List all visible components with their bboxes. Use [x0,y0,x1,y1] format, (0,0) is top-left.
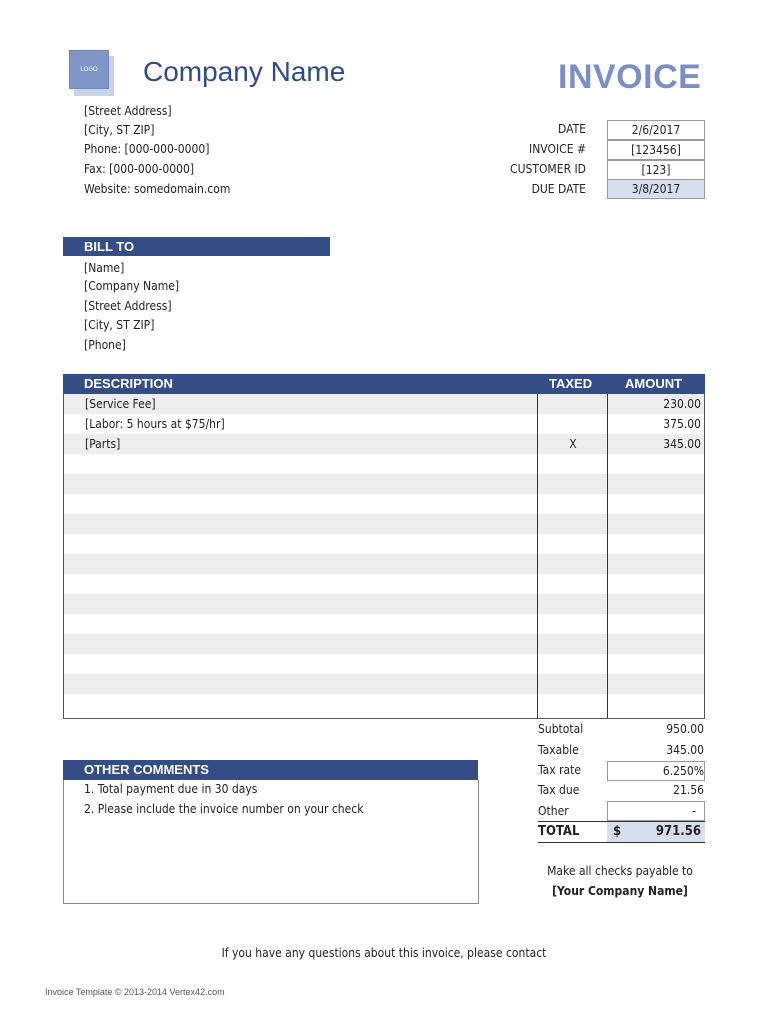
sender-city: [City, ST ZIP] [84,123,155,137]
invoice-number-label: INVOICE # [529,142,586,156]
row-amount: 345.00 [663,437,701,451]
row-amount: 375.00 [663,417,701,431]
column-description: DESCRIPTION [84,376,173,391]
table-row [64,414,704,434]
column-taxed: TAXED [549,376,593,391]
payable-company: [Your Company Name] [552,884,688,898]
comment-line-2: 2. Please include the invoice number on your check [84,802,364,816]
comments-heading: OTHER COMMENTS [84,762,209,777]
table-row [64,394,704,414]
date-label: DATE [558,122,586,136]
other-label: Other [538,804,569,818]
table-row [64,614,704,634]
tax-rate-value: 6.250% [662,764,704,778]
customer-id-label: CUSTOMER ID [510,162,586,176]
customer-id-field[interactable]: [123] [607,160,705,180]
company-logo [69,50,109,89]
sender-phone: Phone: [000-000-0000] [84,142,210,156]
total-field [607,822,705,842]
sender-fax: Fax: [000-000-0000] [84,162,195,176]
sender-street: [Street Address] [84,104,172,118]
due-date-field[interactable]: 3/8/2017 [607,179,705,199]
items-table-body [63,394,705,719]
tax-rate-field[interactable] [607,761,705,781]
table-row [64,474,704,494]
column-amount: AMOUNT [625,376,683,391]
payable-note: Make all checks payable to [547,864,693,878]
comment-line-1: 1. Total payment due in 30 days [84,782,258,796]
subtotal-label: Subtotal [538,722,584,736]
other-field[interactable] [607,801,705,821]
items-table-header [63,374,705,394]
tax-rate-label: Tax rate [538,763,581,777]
company-name: Company Name [143,56,346,87]
row-amount: 230.00 [663,397,701,411]
total-bottom-rule [538,842,705,843]
logo-text: LOGO [80,66,98,73]
sender-website: Website: somedomain.com [84,182,231,196]
column-divider [537,394,538,718]
due-date-label: DUE DATE [531,182,586,196]
total-value: 971.56 [655,824,701,839]
row-description: [Parts] [85,437,121,451]
contact-note: If you have any questions about this invoice, please contact [221,946,547,960]
table-row [64,634,704,654]
table-row [64,594,704,614]
table-row [64,434,704,454]
invoice-number-field[interactable]: [123456] [607,140,705,160]
table-row [64,674,704,694]
taxable-value: 345.00 [666,743,704,757]
bill-to-name: [Name] [84,261,125,275]
bill-to-heading: BILL TO [84,239,135,254]
invoice-title: INVOICE [558,58,702,96]
row-description: [Service Fee] [85,397,156,411]
bill-to-city: [City, ST ZIP] [84,318,155,332]
date-field[interactable]: 2/6/2017 [607,120,705,140]
table-row [64,514,704,534]
bill-to-street: [Street Address] [84,299,172,313]
table-row [64,654,704,674]
tax-due-value: 21.56 [673,783,704,797]
column-divider [607,394,608,718]
table-row [64,534,704,554]
bill-to-header [63,237,330,256]
bill-to-company: [Company Name] [84,279,180,293]
subtotal-value: 950.00 [666,722,704,736]
table-row [64,554,704,574]
other-value: - [692,804,696,818]
bill-to-phone: [Phone] [84,338,126,352]
row-description: [Labor: 5 hours at $75/hr] [85,417,225,431]
total-label: TOTAL [538,824,580,839]
row-taxed: X [569,437,577,451]
table-row [64,574,704,594]
total-currency: $ [613,824,622,839]
table-row [64,694,704,714]
tax-due-label: Tax due [538,783,580,797]
table-row [64,454,704,474]
copyright-text: Invoice Template © 2013-2014 Vertex42.com [45,987,225,997]
comments-header [63,760,478,780]
table-row [64,494,704,514]
taxable-label: Taxable [538,743,579,757]
